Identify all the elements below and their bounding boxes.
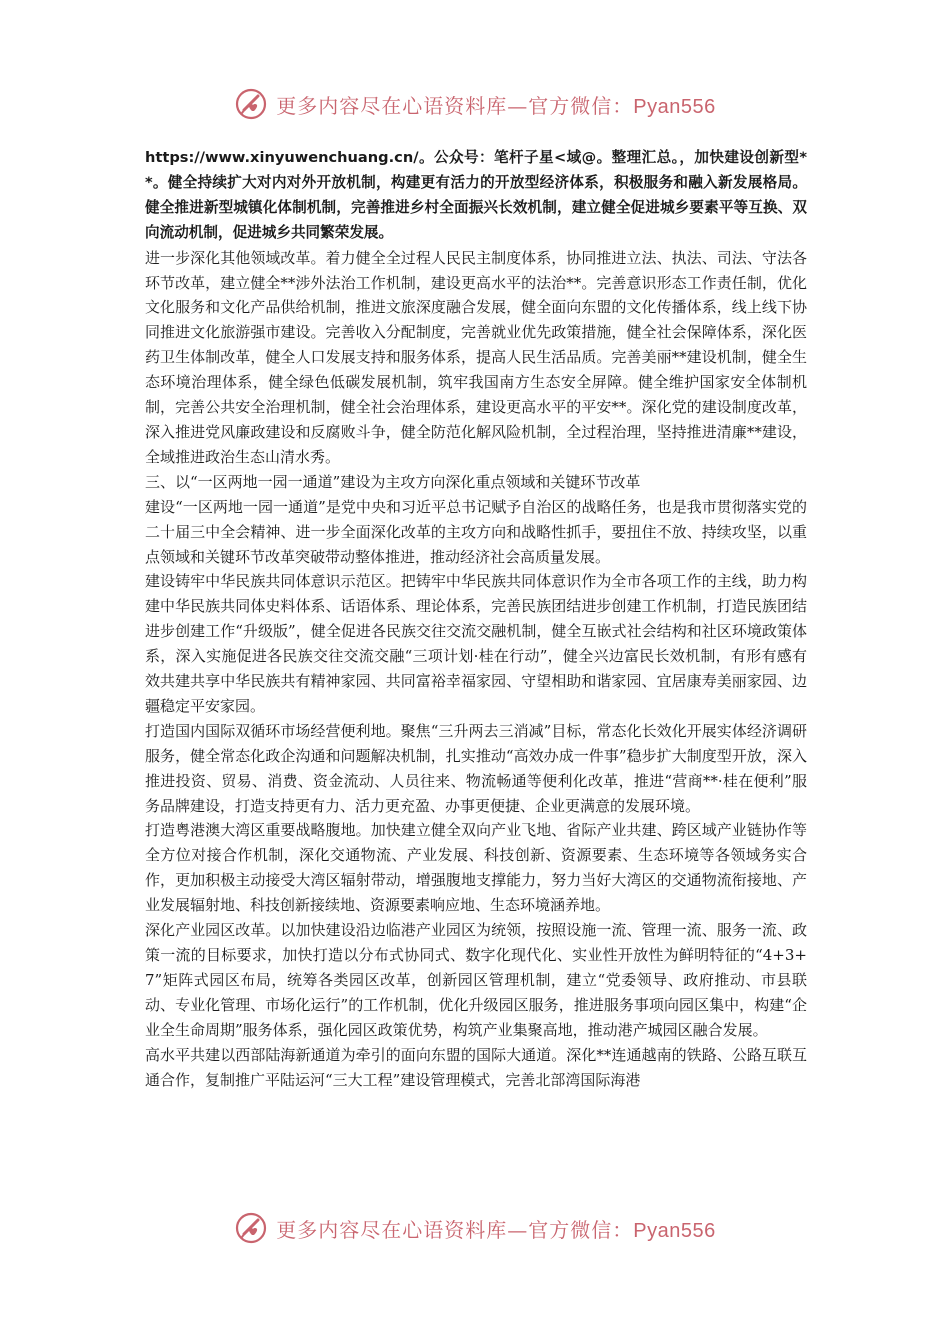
wechat-id: Pyan556 — [633, 95, 716, 118]
document-body — [145, 146, 807, 1092]
paragraph-industrial-parks: 深化产业园区改革。以加快建设沿边临港产业园区为统领，按照设施一流、管理一流、服务一流、政策一流的目标要求，加快打造以分布式协同式、数字化现代化、实业性开放性为鲜明特征的“4+3+7”矩阵式园区布局，统筹各类园区改革，创新园区管理机制，建立“党委领导、政府推动、市县联动、专业化管理、市场化运行”的工作机制，优化升级园区服务，推进服务事项向园区集中，构建“企业全生命周期”服务体系，强化园区政策优势，构筑产业集聚高地，推动港产城园区融合发展。 — [145, 921, 807, 1039]
paragraph-business-environment: 打造国内国际双循环市场经营便利地。聚焦“三升两去三消减”目标，常态化长效化开展实体经济调研服务，健全常态化政企沟通和问题解决机制，扎实推动“高效办成一件事”稳步扩大制度型开放，深入推进投资、贸易、消费、资金流动、人员往来、物流畅通等便利化改革，推进“营商**·桂在便利”服务品牌建设，打造支持更有力、活力更充盈、办事更便捷、企业更满意的发展环境。 — [145, 721, 807, 815]
wechat-id: Pyan556 — [633, 1219, 716, 1242]
paragraph-other-reforms: 进一步深化其他领域改革。着力健全全过程人民民主制度体系，协同推进立法、执法、司法、守法各环节改革，建立健全**涉外法治工作机制，建设更高水平的法治**。完善意识形态工作责任制，优化文化服务和文化产品供给机制，推进文旅深度融合发展，健全面向东盟的文化传播体系，线上线下协同推进文化旅游强市建设。完善收入分配制度，完善就业优先政策措施，健全社会保障体系，深化医药卫生体制改革，健全人口发展支持和服务体系，提高人民生活品质。完善美丽**建设机制，健全生态环境治理体系，健全绿色低碳发展机制，筑牢我国南方生态安全屏障。健全维护国家安全体制机制，完善公共安全治理机制，健全社会治理体系，建设更高水平的平安**。深化党的建设制度改革，深入推进党风廉政建设和反腐败斗争，健全防范化解风险机制，全过程治理，坚持推进清廉**建设，全域推进政治生态山清水秀。 — [145, 248, 807, 466]
paragraph-intro: https://www.xinyuwenchuang.cn/。公众号：笔杆子星<域@。整理汇总。，加快建设创新型**。健全持续扩大对内对外开放机制，构建更有活力的开放型经济体系，积极服务和融入新发展格局。健全推进新型城镇化体制机制，完善推进乡村全面振兴长效机制，建立健全促进城乡要素平等互换、双向流动机制，促进城乡共同繁荣发展。 — [145, 149, 807, 241]
paragraph-ethnic-unity: 建设铸牢中华民族共同体意识示范区。把铸牢中华民族共同体意识作为全市各项工作的主线，助力构建中华民族共同体史料体系、话语体系、理论体系，完善民族团结进步创建工作机制，打造民族团结进步创建工作“升级版”，健全促进各民族交往交流交融机制，健全互嵌式社会结构和社区环境政策体系，深入实施促进各民族交往交流交融“三项计划·桂在行动”，健全兴边富民长效机制，有形有感有效共建共享中华民族共有精神家园、共同富裕幸福家园、守望相助和谐家园、宜居康寿美丽家园、边疆稳定平安家园。 — [145, 572, 807, 715]
watermark-banner-top — [0, 84, 950, 124]
pen-heart-logo-icon — [234, 1211, 268, 1245]
watermark-banner-bottom — [0, 1208, 950, 1248]
paragraph-strategy: 建设“一区两地一园一通道”是党中央和习近平总书记赋予自治区的战略任务，也是我市贯彻落实党的二十届三中全会精神、进一步全面深化改革的主攻方向和战略性抓手，要扭住不放、持续攻坚，以重点领域和关键环节改革突破带动整体推进，推动经济社会高质量发展。 — [145, 497, 807, 566]
pen-heart-logo-icon — [234, 87, 268, 121]
watermark-text: 更多内容尽在心语资料库—官方微信：Pyan556 — [276, 1217, 716, 1242]
watermark-text: 更多内容尽在心语资料库—官方微信：Pyan556 — [276, 93, 716, 118]
section-heading-3: 三、以“一区两地一园一通道”建设为主攻方向深化重点领域和关键环节改革 — [145, 472, 641, 491]
paragraph-greater-bay-area: 打造粤港澳大湾区重要战略腹地。加快建立健全双向产业飞地、省际产业共建、跨区域产业链协作等全方位对接合作机制，深化交通物流、产业发展、科技创新、资源要素、生态环境等各领域务实合作，更加积极主动接受大湾区辐射带动，增强腹地支撑能力，努力当好大湾区的交通物流衔接地、产业发展辐射地、科技创新接续地、资源要素响应地、生态环境涵养地。 — [145, 821, 807, 915]
paragraph-asean-corridor: 高水平共建以西部陆海新通道为牵引的面向东盟的国际大通道。深化**连通越南的铁路、公路互联互通合作，复制推广平陆运河“三大工程”建设管理模式，完善北部湾国际海港 — [145, 1045, 807, 1089]
